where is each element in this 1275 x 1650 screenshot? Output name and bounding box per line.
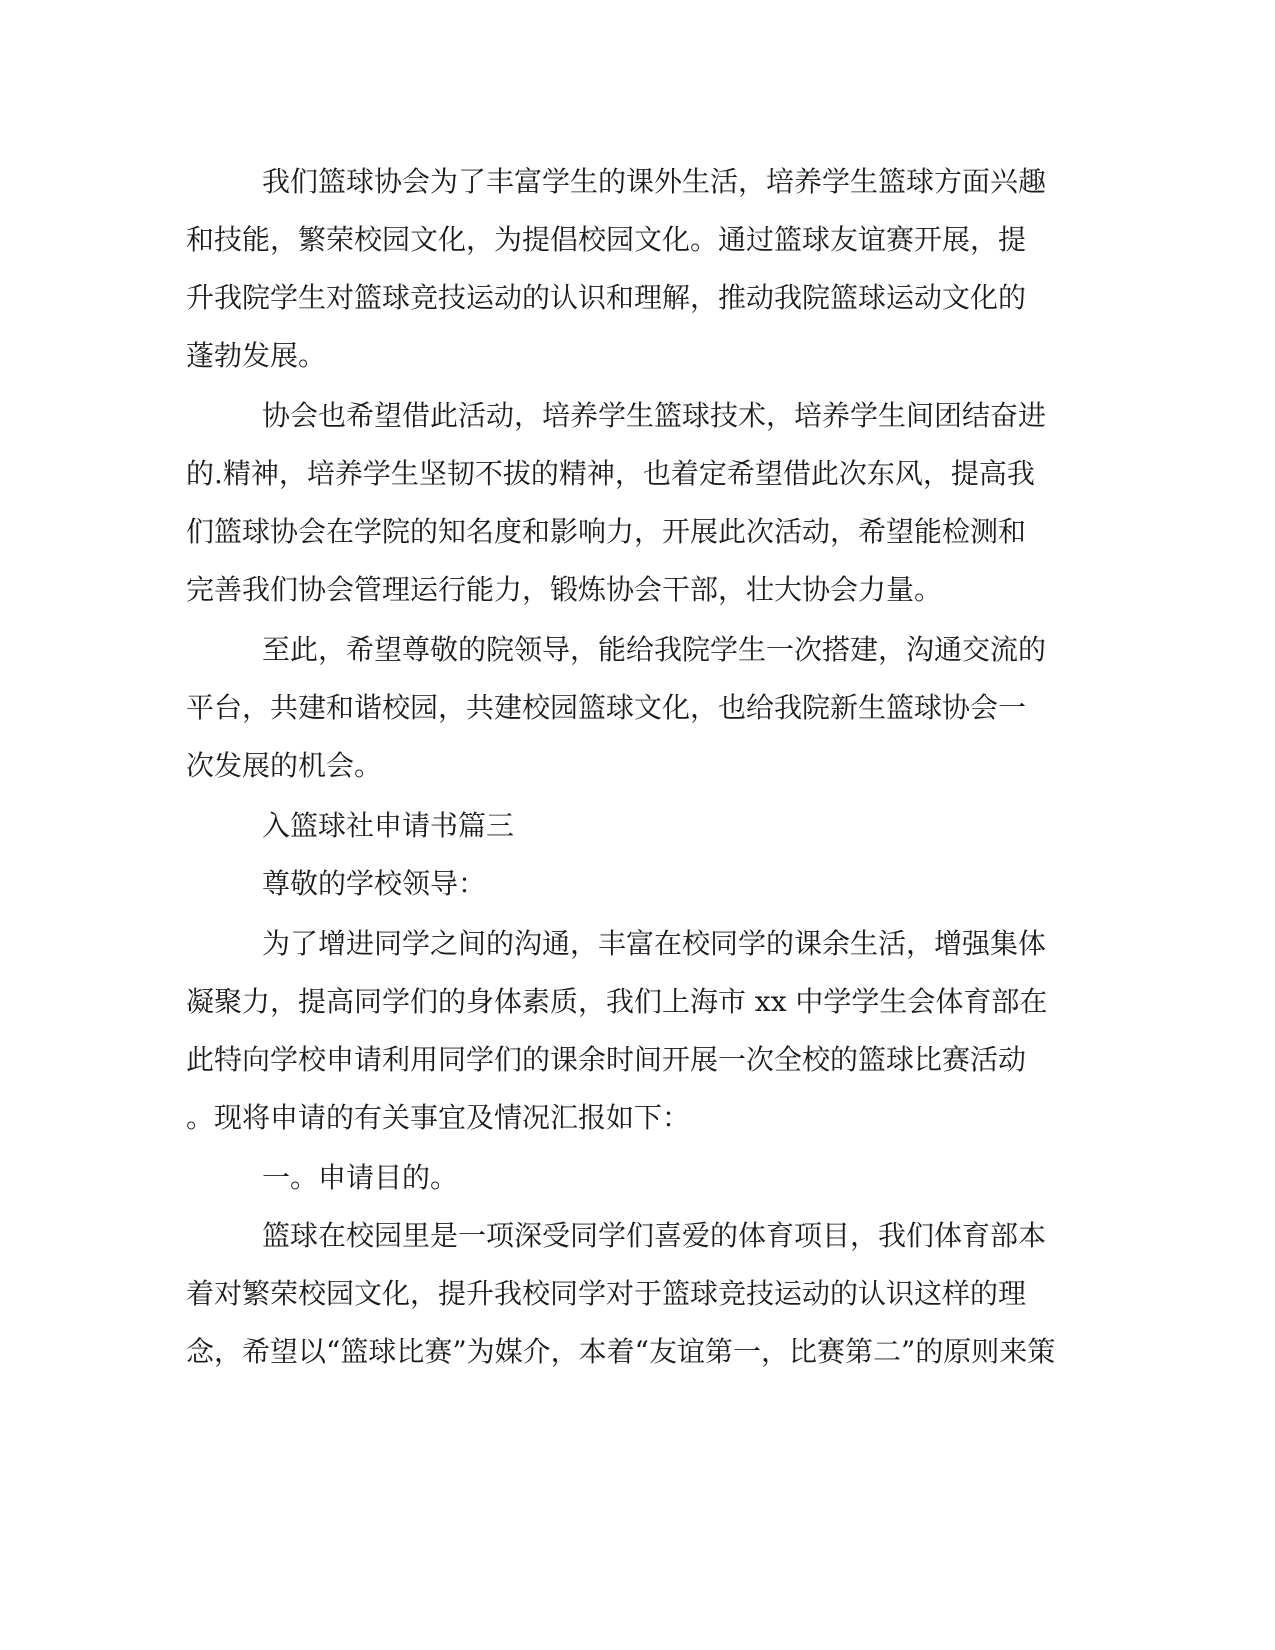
text-line: 篮球在校园里是一项深受同学们喜爱的体育项目，我们体育部本 (262, 1219, 1047, 1252)
text-line: 至此，希望尊敬的院领导，能给我院学生一次搭建，沟通交流的 (262, 633, 1047, 666)
text-line: 协会也希望借此活动，培养学生篮球技术，培养学生间团结奋进 (262, 399, 1047, 432)
text-line: 凝聚力，提高同学们的身体素质，我们上海市 xx 中学学生会体育部在 (186, 985, 1048, 1018)
text-line: 次发展的机会。 (186, 749, 383, 782)
text-line: 和技能，繁荣校园文化，为提倡校园文化。通过篮球友谊赛开展，提 (186, 223, 1027, 256)
subheading: 一。申请目的。 (262, 1161, 459, 1194)
text-line: 我们篮球协会为了丰富学生的课外生活，培养学生篮球方面兴趣 (262, 165, 1047, 198)
section-heading: 入篮球社申请书篇三 (262, 809, 515, 842)
text-line: 此特向学校申请利用同学们的课余时间开展一次全校的篮球比赛活动 (186, 1043, 1027, 1076)
text-line: 们篮球协会在学院的知名度和影响力，开展此次活动，希望能检测和 (186, 515, 1027, 548)
text-line: 的.精神，培养学生坚韧不拔的精神，也着定希望借此次东风，提高我 (186, 457, 1035, 490)
text-line: 着对繁荣校园文化，提升我校同学对于篮球竞技运动的认识这样的理 (186, 1277, 1027, 1310)
text-line: 平台，共建和谐校园，共建校园篮球文化，也给我院新生篮球协会一 (186, 691, 1027, 724)
text-line: 为了增进同学之间的沟通，丰富在校同学的课余生活，增强集体 (262, 927, 1047, 960)
text-line: 。现将申请的有关事宜及情况汇报如下： (186, 1101, 691, 1134)
salutation: 尊敬的学校领导： (262, 867, 487, 900)
text-line: 念，希望以“篮球比赛”为媒介，本着“友谊第一，比赛第二”的原则来策 (186, 1335, 1056, 1368)
text-line: 蓬勃发展。 (186, 339, 327, 372)
text-line: 完善我们协会管理运行能力，锻炼协会干部，壮大协会力量。 (186, 573, 943, 606)
text-line: 升我院学生对篮球竞技运动的认识和理解，推动我院篮球运动文化的 (186, 281, 1027, 314)
